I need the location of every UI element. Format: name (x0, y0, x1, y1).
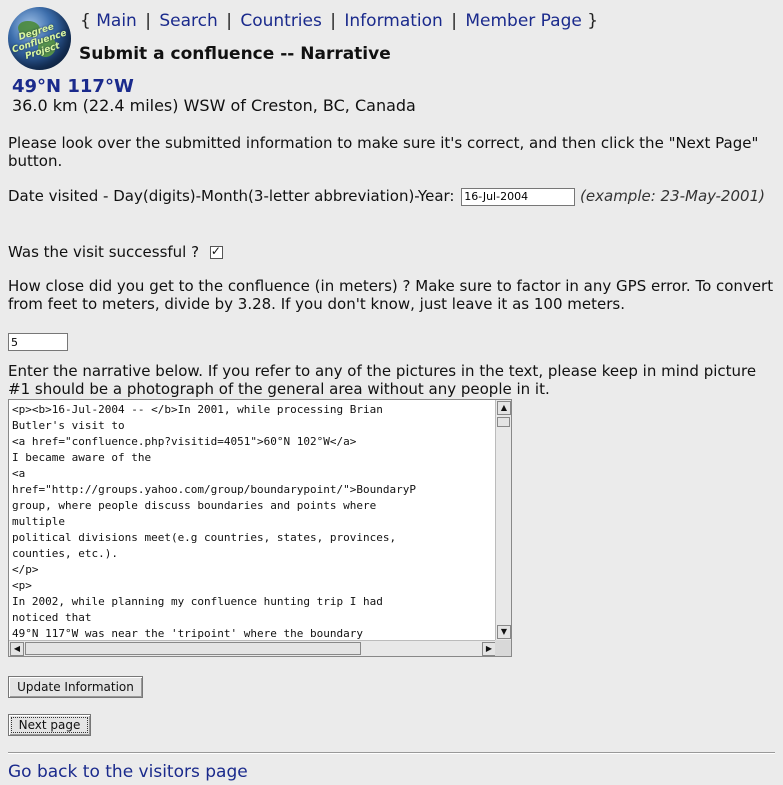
scrollbar-corner (495, 640, 511, 656)
nav-link-main[interactable]: Main (96, 11, 137, 31)
nav-link-information[interactable]: Information (344, 11, 443, 31)
divider (8, 752, 775, 754)
instructions-text: Please look over the submitted information to make sure it's correct, and then click the "Next Page" button. (8, 134, 759, 170)
horizontal-scrollbar[interactable] (9, 640, 497, 656)
date-row (8, 187, 778, 206)
scroll-left-icon[interactable]: ◀ (10, 642, 24, 656)
nav-brace-open: { (80, 11, 91, 31)
check-icon: ✓ (210, 244, 221, 258)
narrative-textarea[interactable] (8, 399, 512, 657)
date-example: (example: 23-May-2001) (580, 187, 765, 205)
success-label: Was the visit successful ? (8, 243, 200, 261)
scroll-up-icon[interactable]: ▲ (497, 401, 511, 415)
date-label: Date visited - Day(digits)-Month(3-letter abbreviation)-Year: (8, 187, 455, 205)
success-row (8, 243, 223, 261)
scroll-right-icon[interactable]: ▶ (482, 642, 496, 656)
nav-link-member-page[interactable]: Member Page (465, 11, 582, 31)
success-checkbox[interactable] (210, 246, 223, 259)
vertical-scrollbar[interactable] (495, 400, 511, 640)
nav-separator: | (145, 11, 151, 31)
confluence-coords: 49°N 117°W (12, 76, 134, 97)
nav-link-search[interactable]: Search (159, 11, 218, 31)
back-to-visitors-link[interactable]: Go back to the visitors page (8, 762, 248, 782)
nav-link-countries[interactable]: Countries (240, 11, 322, 31)
distance-input[interactable] (8, 333, 68, 351)
update-information-button[interactable]: Update Information (8, 676, 143, 698)
next-page-button[interactable]: Next page (8, 714, 91, 736)
top-nav (80, 11, 598, 31)
page-title: Submit a confluence -- Narrative (79, 44, 391, 64)
horizontal-scroll-thumb[interactable] (25, 642, 361, 655)
globe-logo[interactable] (8, 7, 71, 70)
narrative-label: Enter the narrative below. If you refer to any of the pictures in the text, please keep in mind picture #1 should be a photograph of the general area without any people in it. (8, 362, 757, 398)
date-visited-input[interactable] (461, 188, 575, 206)
scroll-down-icon[interactable]: ▼ (497, 625, 511, 639)
nav-separator: | (451, 11, 457, 31)
nav-separator: | (226, 11, 232, 31)
nav-brace-close: } (587, 11, 599, 31)
distance-label: How close did you get to the confluence (in meters) ? Make sure to factor in any GPS error. To convert from feet to meters, divide by 3.28. If you don't know, just leave it as 100 meters. (8, 277, 774, 313)
logo-text: Degree Confluence Project (11, 22, 68, 62)
vertical-scroll-thumb[interactable] (497, 417, 510, 427)
narrative-text[interactable]: <p><b>16-Jul-2004 -- </b>In 2001, while processing Brian Butler's visit to <a href="confluence.php?visitid=4051">60°N 102°W</a> I became aware of the <a href="http://groups.yahoo.com/group/boundarypoint/">BoundaryP group, where people discuss boundaries and points where multiple political divisions meet(e.g countries, states, provinces, counties, etc.). </p> <p> In 2002, while planning my confluence hunting trip I had noticed that 49°N 117°W was near the 'tripoint' where the boundary (12, 403, 416, 640)
nav-separator: | (330, 11, 336, 31)
confluence-location: 36.0 km (22.4 miles) WSW of Creston, BC, Canada (12, 96, 416, 115)
